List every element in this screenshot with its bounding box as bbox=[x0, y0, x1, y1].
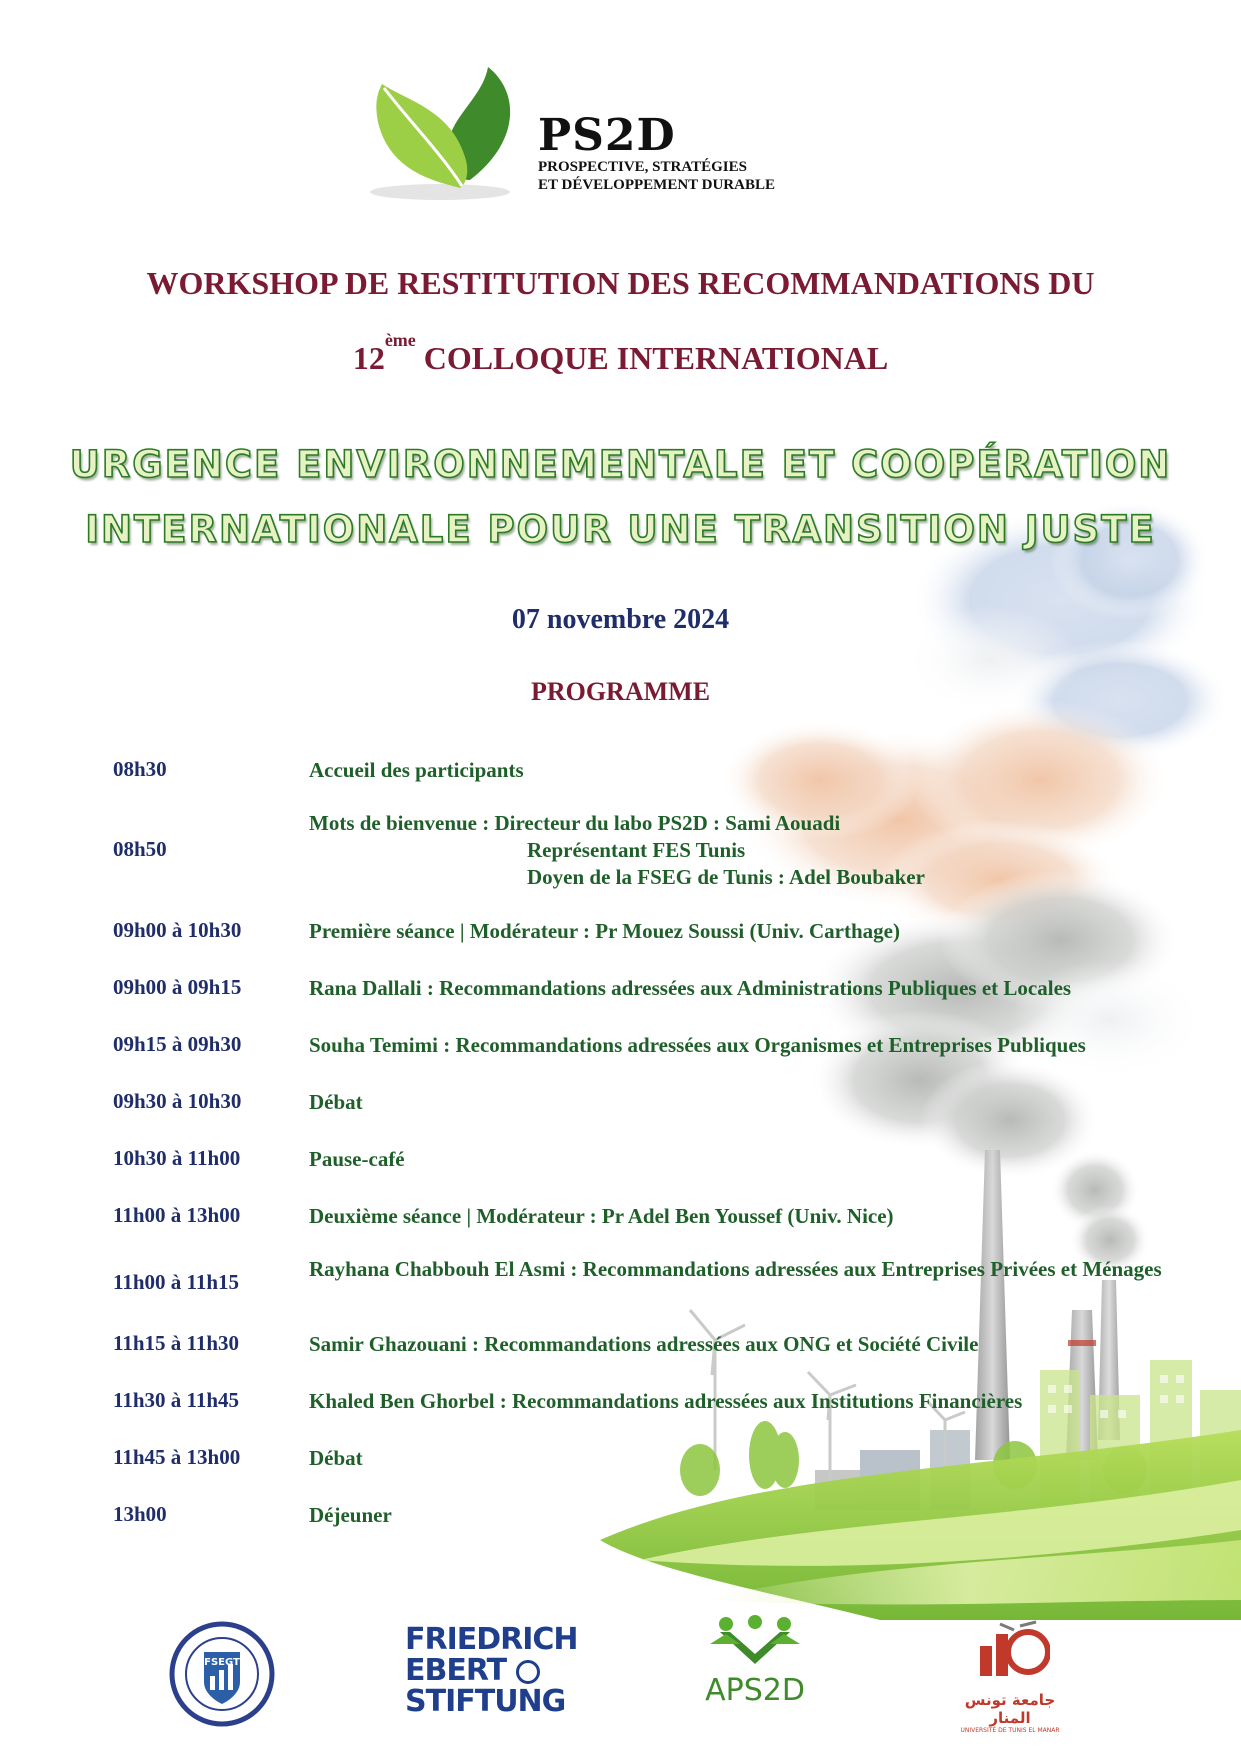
fsegt-seal-logo bbox=[168, 1620, 276, 1728]
colloque-label: COLLOQUE INTERNATIONAL bbox=[415, 340, 889, 376]
schedule-desc: Déjeuner bbox=[309, 1503, 392, 1527]
theme-line-1: URGENCE ENVIRONNEMENTALE ET COOPÉRATION bbox=[69, 443, 1172, 486]
schedule-desc: Rayhana Chabbouh El Asmi : Recommandations adressées aux Entreprises Privées et Ménages bbox=[309, 1257, 1162, 1281]
event-date: 07 novembre 2024 bbox=[511, 604, 730, 635]
aps2d-label: APS2D bbox=[705, 1673, 805, 1708]
schedule-time: 08h50 bbox=[113, 837, 167, 861]
ordinal-number: 12 bbox=[352, 340, 385, 376]
logo-tagline-2: ET DÉVELOPPEMENT DURABLE bbox=[538, 177, 775, 193]
schedule-desc: Samir Ghazouani : Recommandations adressées aux ONG et Société Civile bbox=[309, 1332, 979, 1356]
schedule-time: 11h45 à 13h00 bbox=[113, 1445, 241, 1469]
schedule-time: 09h30 à 10h30 bbox=[113, 1089, 242, 1113]
schedule-desc: Rana Dallali : Recommandations adressées aux Administrations Publiques et Locales bbox=[309, 976, 1072, 1000]
logo-name: PS2D bbox=[538, 110, 676, 161]
schedule-time: 09h00 à 09h15 bbox=[113, 975, 242, 999]
utm-latin-name: UNIVERSITÉ DE TUNIS EL MANAR bbox=[960, 1727, 1060, 1734]
schedule-desc: Première séance | Modérateur : Pr Mouez Soussi (Univ. Carthage) bbox=[309, 919, 900, 943]
utm-emblem-icon bbox=[970, 1616, 1050, 1686]
schedule-desc: Débat bbox=[309, 1090, 363, 1114]
schedule-desc: Débat bbox=[309, 1446, 363, 1470]
schedule-desc bbox=[309, 810, 1189, 891]
fes-line-3: STIFTUNG bbox=[405, 1684, 566, 1719]
aps2d-logo bbox=[700, 1614, 810, 1707]
utm-arabic-name: جامعة تونس المنار bbox=[964, 1691, 1056, 1727]
schedule-time: 09h15 à 09h30 bbox=[113, 1032, 242, 1056]
schedule-desc: Pause-café bbox=[309, 1147, 405, 1171]
globe-icon bbox=[516, 1660, 540, 1684]
schedule-time: 08h30 bbox=[113, 757, 167, 781]
ordinal-suffix: ème bbox=[384, 330, 416, 350]
workshop-title: WORKSHOP DE RESTITUTION DES RECOMMANDATIONS DU bbox=[146, 265, 1095, 301]
leaf-icon bbox=[370, 62, 540, 212]
people-icon bbox=[710, 1614, 800, 1670]
welcome-sub-2: Doyen de la FSEG de Tunis : Adel Boubaker bbox=[527, 865, 925, 889]
fes-logo bbox=[405, 1624, 578, 1717]
schedule-time: 09h00 à 10h30 bbox=[113, 918, 242, 942]
schedule-time: 10h30 à 11h00 bbox=[113, 1146, 241, 1170]
ps2d-wordmark bbox=[538, 110, 775, 194]
fes-line-2: EBERT bbox=[405, 1655, 578, 1686]
welcome-line: Mots de bienvenue : Directeur du labo PS2D : Sami Aouadi bbox=[309, 811, 841, 835]
logo-tagline-1: PROSPECTIVE, STRATÉGIES bbox=[538, 159, 747, 175]
schedule-desc: Deuxième séance | Modérateur : Pr Adel Ben Youssef (Univ. Nice) bbox=[309, 1204, 894, 1228]
schedule-time: 11h00 à 11h15 bbox=[113, 1270, 240, 1294]
fsegt-label: FSEGT bbox=[204, 1657, 240, 1668]
fes-line-1: FRIEDRICH bbox=[405, 1622, 578, 1657]
colloque-title bbox=[0, 330, 1241, 377]
schedule-time: 11h30 à 11h45 bbox=[113, 1388, 240, 1412]
programme-heading: PROGRAMME bbox=[530, 677, 711, 706]
partner-logos bbox=[0, 1610, 1241, 1734]
schedule-desc: Accueil des participants bbox=[309, 758, 524, 782]
welcome-sub-1: Représentant FES Tunis bbox=[527, 838, 746, 862]
schedule-desc: Souha Temimi : Recommandations adressées aux Organismes et Entreprises Publiques bbox=[309, 1033, 1086, 1057]
schedule-time: 11h00 à 13h00 bbox=[113, 1203, 241, 1227]
schedule-time: 11h15 à 11h30 bbox=[113, 1331, 240, 1355]
schedule-time: 13h00 bbox=[113, 1502, 167, 1526]
ps2d-logo bbox=[370, 62, 790, 212]
schedule-desc: Khaled Ben Ghorbel : Recommandations adressées aux Institutions Financières bbox=[309, 1389, 1023, 1413]
theme-line-2: INTERNATIONALE POUR UNE TRANSITION JUSTE bbox=[85, 508, 1156, 551]
utm-logo bbox=[950, 1616, 1070, 1735]
